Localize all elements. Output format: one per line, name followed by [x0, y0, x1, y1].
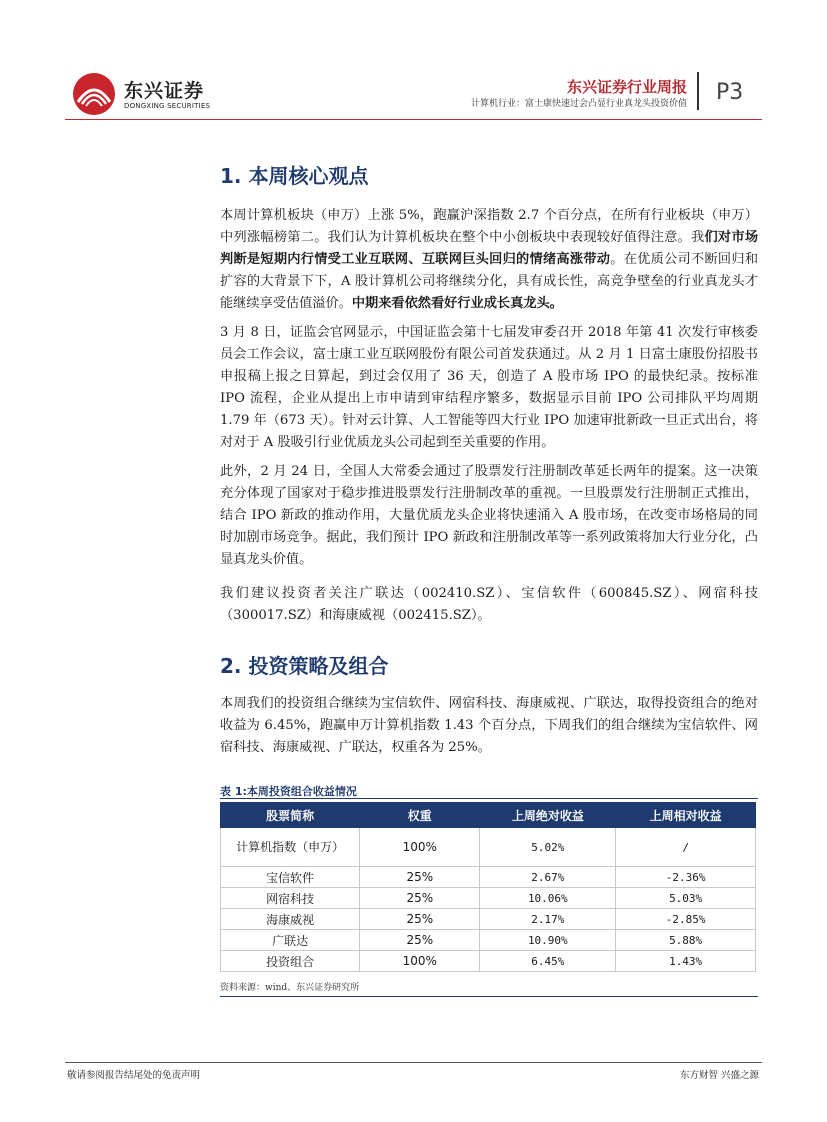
cell-weight: 100% — [360, 951, 480, 972]
table-row — [221, 930, 756, 951]
paragraph-1-part-a: 本周计算机板块（申万）上涨 5%，跑赢沪深指数 2.7 个百分点，在所有行业板块（申万）中列涨幅榜第二。我们认为计算机板块在整个中小创板块中表现较好值得注意。我 — [220, 208, 758, 245]
cell-abs-return: 2.17% — [480, 909, 616, 930]
table-row — [221, 888, 756, 909]
disclaimer-note: 敬请参阅报告结尾处的免责声明 — [67, 1070, 201, 1081]
cell-name: 投资组合 — [221, 951, 360, 972]
cell-weight: 25% — [360, 909, 480, 930]
col-header-abs-return: 上周绝对收益 — [480, 803, 616, 828]
section-1-heading: 1. 本周核心观点 — [220, 164, 369, 188]
section-1 — [220, 160, 758, 189]
section-2-heading: 2. 投资策略及组合 — [220, 654, 389, 678]
cell-rel-return: 5.88% — [616, 930, 756, 951]
cell-abs-return: 10.06% — [480, 888, 616, 909]
cell-abs-return: 2.67% — [480, 867, 616, 888]
paragraph-1-bold-b: 中期来看依然看好行业成长真龙头。 — [351, 296, 563, 311]
cell-weight: 25% — [360, 867, 480, 888]
cell-rel-return: / — [616, 828, 756, 867]
section-1-body — [220, 205, 758, 315]
cell-rel-return: -2.36% — [616, 867, 756, 888]
paragraph-1 — [220, 205, 758, 315]
paragraph-3: 此外，2 月 24 日，全国人大常委会通过了股票发行注册制改革延长两年的提案。这一决策充分体现了国家对于稳步推进股票发行注册制改革的重视。一旦股票发行注册制正式推出，结合 IPO 新政的推动作用，大量优质龙头企业将快速涌入 A 股市场，在改变市场格局的同时加剧市场竞争。据此，我们预计 IPO 新政和注册制改革等一系列政策将加大行业分化，凸显真龙头价值。 — [220, 464, 758, 567]
header-divider — [697, 72, 699, 110]
paragraph-5: 本周我们的投资组合继续为宝信软件、网宿科技、海康威视、广联达，取得投资组合的绝对收益为 6.45%，跑赢申万计算机指数 1.43 个百分点，下周我们的组合继续为宝信软件、网宿科技、海康威视、广联达，权重各为 25%。 — [220, 696, 758, 755]
paragraph-1-bold-a: 们对市场判断是短期内行情受工业互联网、互联网巨头回归的情绪高涨带动 — [220, 230, 759, 267]
cell-rel-return: -2.85% — [616, 909, 756, 930]
cell-rel-return: 5.03% — [616, 888, 756, 909]
table-top-rule — [220, 798, 758, 799]
table-row — [221, 909, 756, 930]
col-header-name: 股票简称 — [221, 803, 360, 828]
table-row — [221, 828, 756, 867]
paragraph-4: 我们建议投资者关注广联达（002410.SZ）、宝信软件（600845.SZ）、网宿科技（300017.SZ）和海康威视（002415.SZ）。 — [220, 586, 758, 623]
cell-rel-return: 1.43% — [616, 951, 756, 972]
dongxing-logo-icon — [72, 72, 116, 116]
footer-slogan: 东方财智 兴盛之源 — [679, 1070, 759, 1081]
cell-abs-return: 5.02% — [480, 828, 616, 867]
report-subtitle: 计算机行业：富士康快速过会凸显行业真龙头投资价值 — [470, 99, 687, 109]
cell-abs-return: 10.90% — [480, 930, 616, 951]
cell-weight: 100% — [360, 828, 480, 867]
cell-weight: 25% — [360, 930, 480, 951]
report-name: 东兴证券行业周报 — [566, 78, 687, 96]
portfolio-return-table — [220, 802, 756, 972]
cell-name: 计算机指数（申万） — [221, 828, 360, 867]
footer-rule — [65, 1062, 762, 1063]
col-header-weight: 权重 — [360, 803, 480, 828]
table-title: 表 1:本周投资组合收益情况 — [220, 785, 357, 798]
table-header-row — [221, 803, 756, 828]
table-source: 资料来源：wind、东兴证券研究所 — [220, 983, 360, 993]
col-header-rel-return: 上周相对收益 — [616, 803, 756, 828]
cell-name: 网宿科技 — [221, 888, 360, 909]
paragraph-2: 3 月 8 日，证监会官网显示，中国证监会第十七届发审委召开 2018 年第 41 次发行审核委员会工作会议，富士康工业互联网股份有限公司首发获通过。从 2 月 1 日富士康股份招股书申报稿上报之日算起，到过会仅用了 36 天，创造了 A 股市场 IPO 的最快纪录。按标准 IPO 流程，企业从提出上市申请到审结程序繁多，数据显示目前 IPO 公司排队平均周期 1.79 年（673 天）。针对云计算、人工智能等四大行业 IPO 加速审批新政一旦正式出台，将对对于 A 股吸引行业优质龙头公司起到至关重要的作用。 — [220, 325, 758, 450]
cell-name: 海康威视 — [221, 909, 360, 930]
logo-english-name: DONGXING SECURITIES — [124, 102, 211, 110]
table-row — [221, 951, 756, 972]
cell-name: 广联达 — [221, 930, 360, 951]
header-rule — [65, 119, 762, 120]
cell-name: 宝信软件 — [221, 867, 360, 888]
section-2 — [220, 650, 758, 679]
table-bottom-rule — [220, 996, 758, 997]
table-row — [221, 867, 756, 888]
cell-weight: 25% — [360, 888, 480, 909]
logo-chinese-name: 东兴证券 — [124, 80, 205, 102]
paragraph-1-part-c: 。在优质公司不断回归和扩容的大背景下下，A 股计算机公司将继续分化，具有成长性，高竞争壁垒的行业真龙头才能继续享受估值溢价。 — [220, 252, 759, 311]
page-number: P3 — [716, 80, 744, 105]
cell-abs-return: 6.45% — [480, 951, 616, 972]
